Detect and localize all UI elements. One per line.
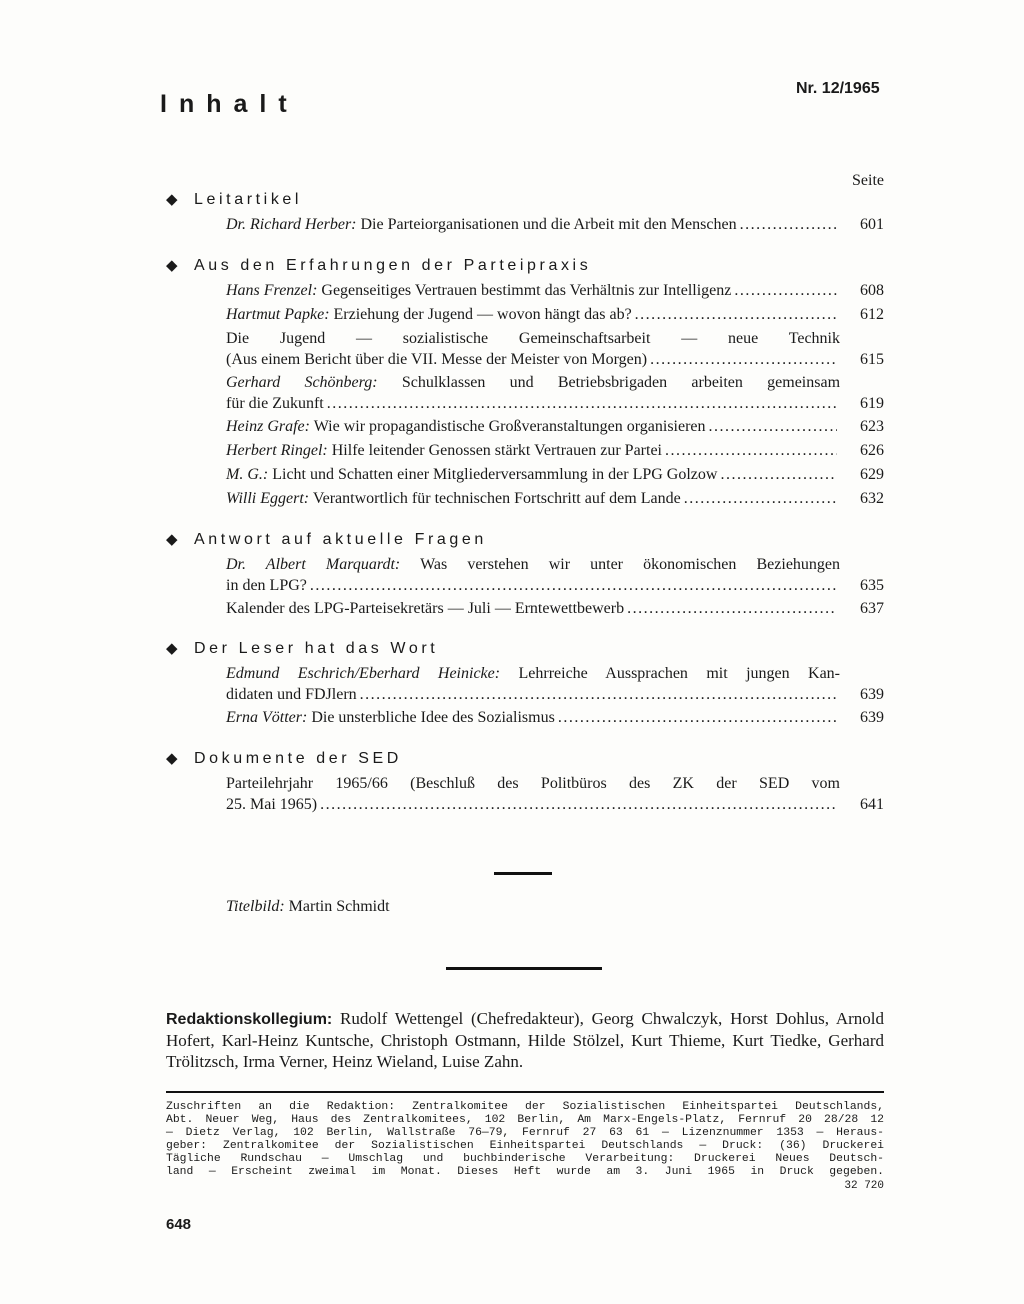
toc-entry-line [226,440,662,461]
editorial-board-label: Redaktionskollegium: [166,1011,333,1028]
toc-entry-title: Wie wir propagandistische Großveranstaltungen organisieren [313,418,706,435]
toc-entry[interactable] [226,304,884,325]
toc-page-number: 637 [860,600,884,617]
toc-entry-line [226,214,737,235]
toc-entry-title: Verantwortlich für technischen Fortschritt auf dem Lande [312,490,681,507]
dot-leader [558,707,837,728]
divider [494,872,552,875]
toc-page-number: 612 [860,306,884,323]
toc-entry[interactable] [226,598,884,619]
toc-page-number: 615 [860,351,884,368]
section-heading [166,530,487,549]
toc-entry[interactable] [226,554,884,596]
toc-entry-line [226,372,840,393]
toc-entry-line [226,280,731,301]
print-code: 32 720 [844,1180,884,1192]
dot-leader [310,575,837,596]
toc-page-number: 608 [860,282,884,299]
toc-entry-author: Willi Eggert: [226,490,310,507]
section-heading-text: Der Leser hat das Wort [194,640,439,657]
dot-leader [684,488,837,509]
divider [166,1091,884,1093]
toc-entry-title: Hilfe leitender Genossen stärkt Vertrauen zur Partei [331,442,662,459]
page-title: Inhalt [160,90,299,118]
dot-leader [320,794,837,815]
toc-entry-title: Lehrreiche Aussprachen mit jungen Kan- [518,665,840,682]
toc-entry[interactable] [226,280,884,301]
toc-entry-line [226,304,632,325]
editorial-board-members: Rudolf Wettengel (Chefredakteur), Georg Chwalczyk, Horst Dohlus, Arnold Hofert, Karl-Heinz Kuntsche, Christoph Ostmann, Hilde Stölzel, Kurt Thieme, Kurt Tiedke, Gerhard Trölitzsch, Irma Verner, Heinz Wieland, Luise Zahn. [166,1009,885,1071]
toc-entry-title: Erziehung der Jugend — wovon hängt das ab? [333,306,632,323]
toc-entry-line [226,773,840,794]
toc-entry[interactable] [226,663,884,705]
toc-entry[interactable] [226,372,884,414]
section-heading [166,639,438,658]
toc-entry-title: Kalender des LPG-Parteisekretärs — Juli — Erntewettbewerb [226,600,625,617]
toc-entry-title: Licht und Schatten einer Mitgliederversammlung in der LPG Golzow [272,466,718,483]
toc-entry[interactable] [226,464,884,485]
page-column-label: Seite [852,172,884,189]
toc-entry-author: M. G.: [226,466,269,483]
toc-entry-author: Herbert Ringel: [226,442,328,459]
cover-credit-name: Martin Schmidt [288,898,390,915]
dot-leader [635,304,837,325]
toc-entry[interactable] [226,328,884,370]
toc-entry[interactable] [226,773,884,815]
diamond-bullet-icon: ◆ [166,191,178,208]
toc-page-number: 629 [860,466,884,483]
section-heading [166,256,591,275]
dot-leader [665,440,837,461]
toc-entry-title: Die Parteiorganisationen und die Arbeit mit den Menschen [360,216,737,233]
toc-entry-author: Edmund Eschrich/Eberhard Heinicke: [226,665,501,682]
toc-page-number: 601 [860,216,884,233]
toc-entry-title-cont: (Aus einem Bericht über die VII. Messe der Meister von Morgen) [226,351,648,368]
toc-entry-line [226,663,840,684]
toc-entry-author: Hans Frenzel: [226,282,318,299]
toc-page-number: 639 [860,709,884,726]
dot-leader [709,416,837,437]
toc-entry-line [226,328,840,349]
imprint-line: — Dietz Verlag, 102 Berlin, Wallstraße 76—79, Fernruf 27 63 61 — Lizenznummer 1353 — Heraus- [166,1127,884,1139]
toc-entry-author: Hartmut Papke: [226,306,330,323]
editorial-board [166,1008,884,1072]
imprint-line: geber: Zentralkomitee der Sozialistischen Einheitspartei Deutschlands — Druck: (36) Druckerei [166,1140,884,1152]
toc-entry[interactable] [226,416,884,437]
cover-credit-label: Titelbild: [226,898,285,915]
toc-page-number: 619 [860,395,884,412]
toc-entry-title-cont: für die Zukunft [226,395,324,412]
toc-page-number: 632 [860,490,884,507]
section-heading [166,190,302,209]
section-heading-text: Dokumente der SED [194,750,402,767]
imprint-line: Abt. Neuer Weg, Haus des Zentralkomitees, 102 Berlin, Am Marx-Engels-Platz, Fernruf 20 28/28 12 [166,1114,884,1126]
imprint-line: Zuschriften an die Redaktion: Zentralkomitee der Sozialistischen Einheitspartei Deutschlands, [166,1101,884,1113]
toc-entry[interactable] [226,488,884,509]
dot-leader [327,393,837,414]
toc-page-number: 635 [860,577,884,594]
dot-leader [734,280,837,301]
toc-entry-author: Dr. Richard Herber: [226,216,357,233]
toc-entry-title-cont: 25. Mai 1965) [226,796,318,813]
toc-entry-title: Parteilehrjahr 1965/66 (Beschluß des Politbüros des ZK der SED vom [226,775,840,792]
toc-entry-author: Dr. Albert Marquardt: [226,556,401,573]
section-heading-text: Aus den Erfahrungen der Parteipraxis [194,257,592,274]
imprint [166,1101,884,1179]
toc-entry-line [226,416,706,437]
dot-leader [650,349,837,370]
imprint-line: land — Erscheint zweimal im Monat. Dieses Heft wurde am 3. Juni 1965 in Druck gegeben. [166,1166,884,1178]
toc-entry-line [226,554,840,575]
section-heading-text: Leitartikel [194,191,303,208]
dot-leader [360,684,837,705]
divider [446,967,602,970]
dot-leader [740,214,837,235]
toc-entry-author: Erna Vötter: [226,709,308,726]
toc-entry-line [226,464,717,485]
toc-page-number: 639 [860,686,884,703]
toc-entry[interactable] [226,214,884,235]
diamond-bullet-icon: ◆ [166,750,178,767]
dot-leader [720,464,837,485]
diamond-bullet-icon: ◆ [166,257,178,274]
toc-page-number: 641 [860,796,884,813]
section-heading [166,749,402,768]
toc-page-number: 623 [860,418,884,435]
toc-entry-title-cont: didaten und FDJlern [226,686,357,703]
issue-number: Nr. 12/1965 [796,80,880,97]
section-heading-text: Antwort auf aktuelle Fragen [194,531,487,548]
toc-entry[interactable] [226,707,884,728]
toc-entry-title-cont: in den LPG? [226,577,307,594]
toc-entry-title: Gegenseitiges Vertrauen bestimmt das Verhältnis zur Intelligenz [321,282,732,299]
cover-credit [226,898,390,916]
toc-entry-line [226,707,555,728]
toc-entry-title: Die Jugend — sozialistische Gemeinschaftsarbeit — neue Technik [226,330,840,347]
toc-entry-author: Gerhard Schönberg: [226,374,378,391]
diamond-bullet-icon: ◆ [166,640,178,657]
diamond-bullet-icon: ◆ [166,531,178,548]
toc-entry-line [226,598,624,619]
toc-entry[interactable] [226,440,884,461]
toc-entry-line [226,488,681,509]
toc-entry-title: Was verstehen wir unter ökonomischen Beziehungen [420,556,841,573]
toc-entry-title: Schulklassen und Betriebsbrigaden arbeiten gemeinsam [401,374,841,391]
toc-entry-author: Heinz Grafe: [226,418,310,435]
imprint-line: Tägliche Rundschau — Umschlag und buchbinderische Verarbeitung: Druckerei Neues Deutsch- [166,1153,884,1165]
toc-entry-title: Die unsterbliche Idee des Sozialismus [311,709,555,726]
dot-leader [627,598,837,619]
page-number: 648 [166,1216,192,1233]
toc-page-number: 626 [860,442,884,459]
